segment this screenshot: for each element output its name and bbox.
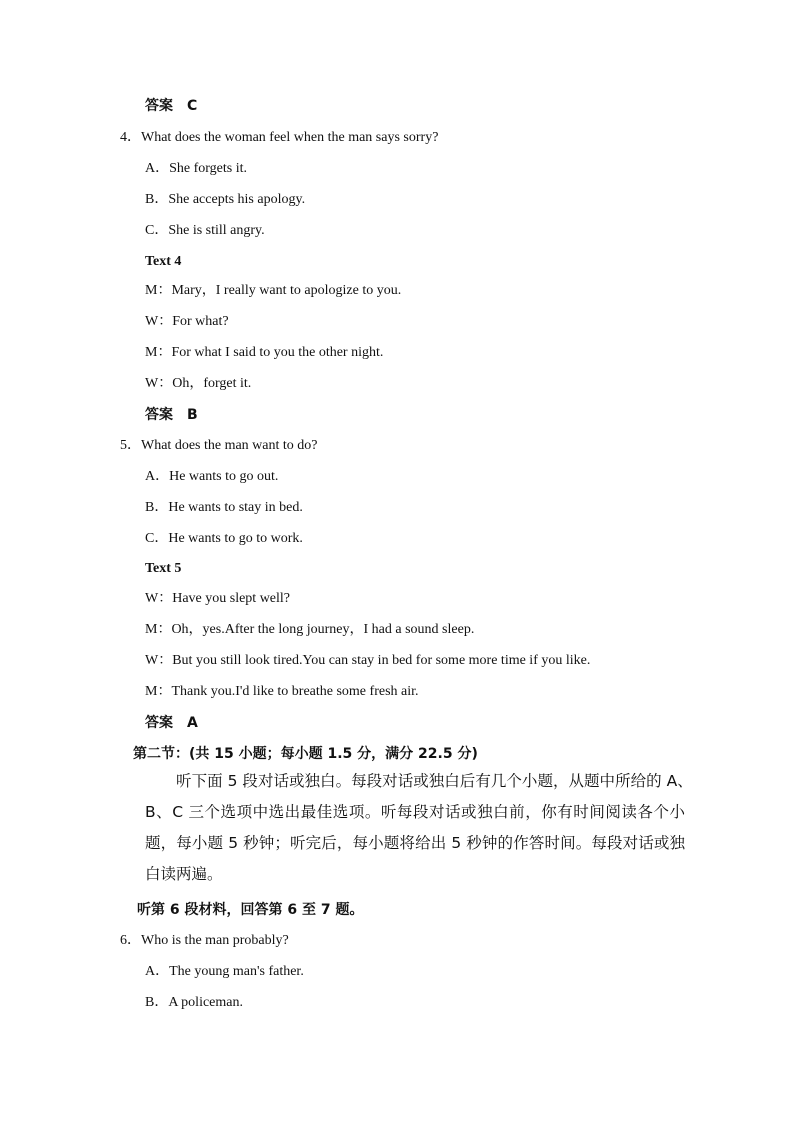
text-4-line-1: M：Mary，I really want to apologize to you. [145,283,402,298]
text-4-title: Text 4 [145,254,182,269]
question-4-option-b: B．She accepts his apology. [145,192,306,207]
question-5-option-b: B．He wants to stay in bed. [145,500,303,515]
text-5-line-4: M：Thank you.I'd like to breathe some fresh air. [145,684,419,699]
question-4: 4．What does the woman feel when the man says sorry? [120,130,439,145]
text-5-line-2: M：Oh，yes.After the long journey，I had a sound sleep. [145,622,475,637]
text-4-line-3: M：For what I said to you the other night. [145,345,384,360]
answer-4: 答案 B [145,407,198,423]
section-2-instructions: 听下面 5 段对话或独白。每段对话或独白后有几个小题，从题中所给的 A、 B、C 三个选项中选出最佳选项。听每段对话或独白前，你有时间阅读各个小题，每小题 5 秒钟；听完后，每小题将给出 5 秒钟的作答时间。每段对话或独白读两遍。 [145,772,717,883]
question-5-option-c: C．He wants to go to work. [145,531,303,546]
question-4-option-a: A．She forgets it. [145,161,248,176]
text-4-line-4: W：Oh，forget it. [145,376,252,391]
question-5: 5．What does the man want to do? [120,438,318,453]
section-2-heading: 第二节：(共 15 小题；每小题 1.5 分，满分 22.5 分) [133,746,478,762]
answer-3: 答案 C [145,98,198,114]
text-5-title: Text 5 [145,561,182,576]
question-6-option-a: A．The young man's father. [145,964,304,979]
section-2-sub-heading: 听第 6 段材料，回答第 6 至 7 题。 [137,902,364,918]
answer-5: 答案 A [145,715,198,731]
text-5-line-1: W：Have you slept well? [145,591,291,606]
question-4-option-c: C．She is still angry. [145,223,265,238]
question-5-option-a: A．He wants to go out. [145,469,279,484]
text-5-line-3: W：But you still look tired.You can stay in bed for some more time if you like. [145,653,591,668]
question-6: 6．Who is the man probably? [120,933,289,948]
question-6-option-b: B．A policeman. [145,995,243,1010]
text-4-line-2: W：For what? [145,314,229,329]
